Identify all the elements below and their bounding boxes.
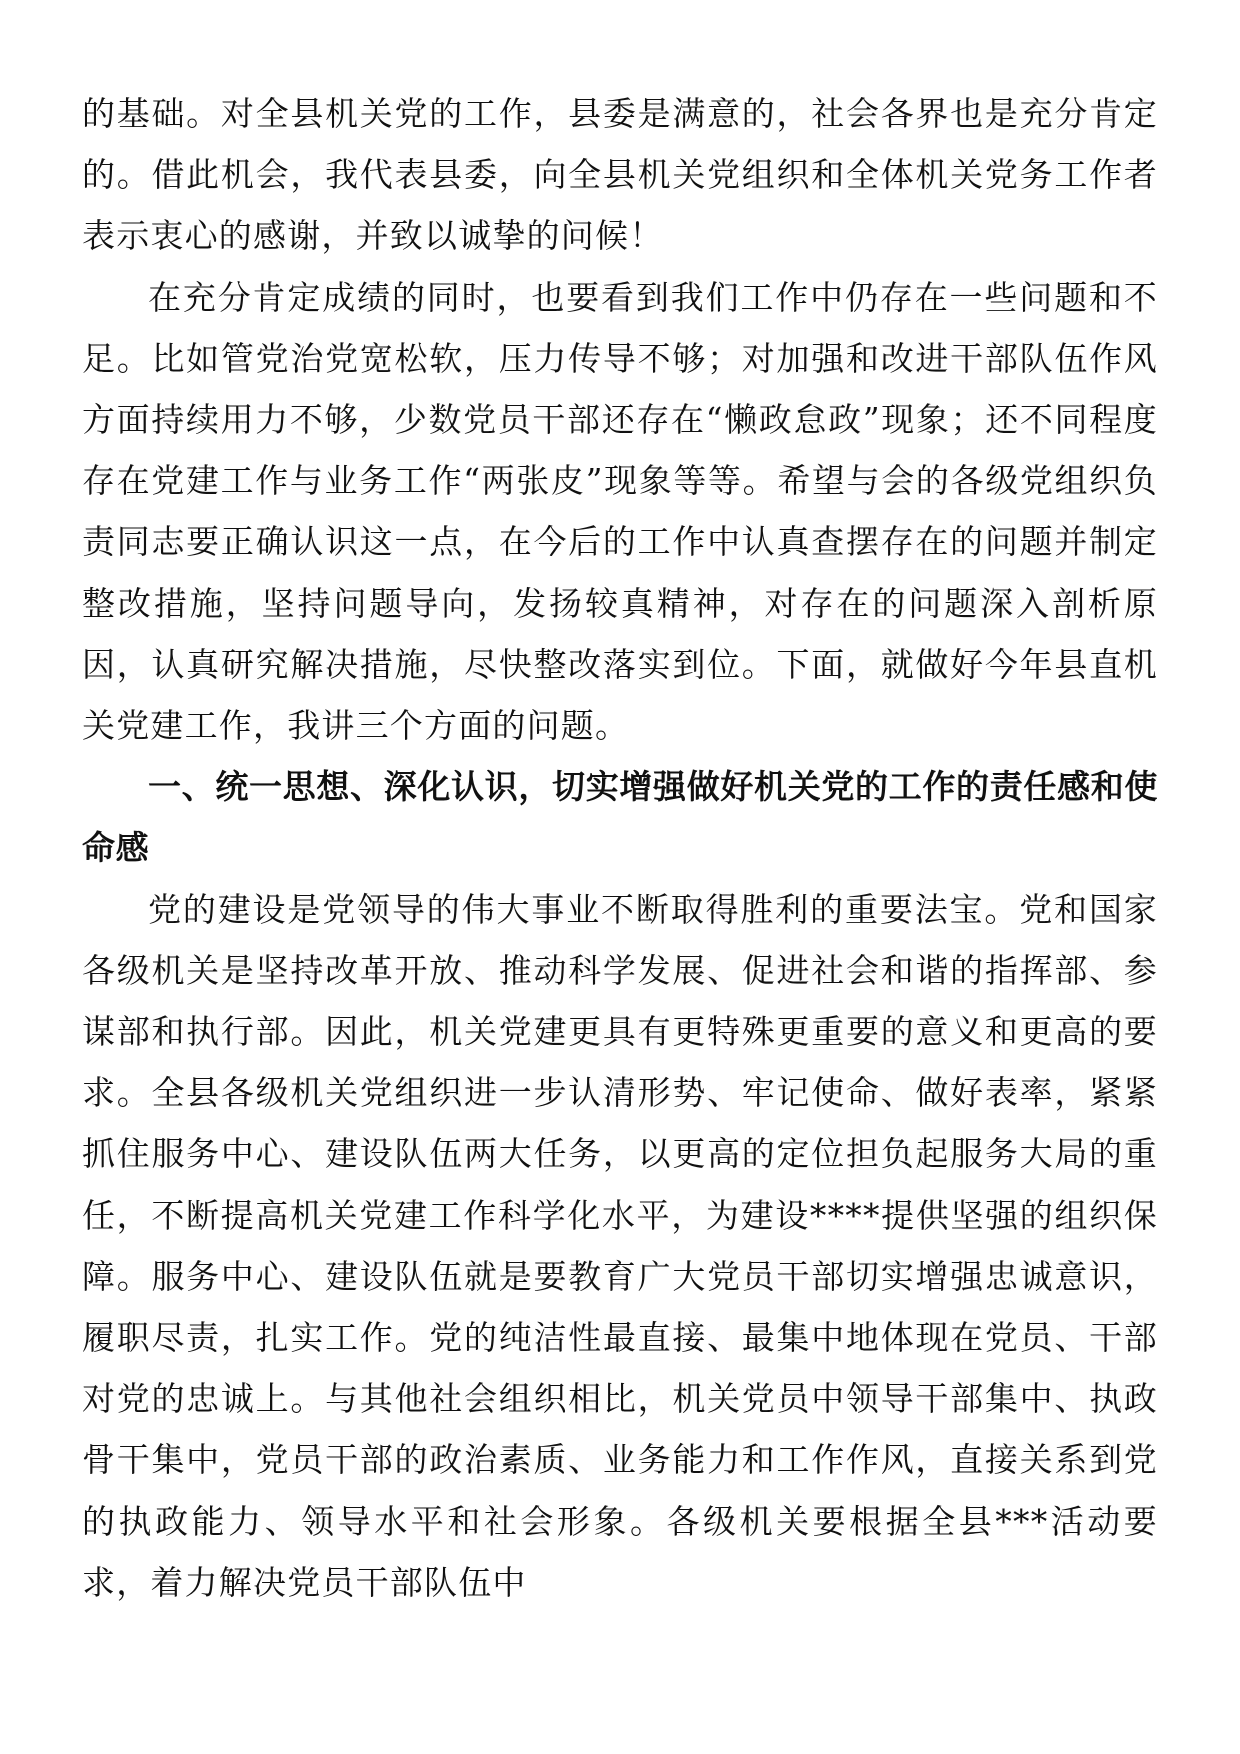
paragraph-continued-thanks: 的基础。对全县机关党的工作，县委是满意的，社会各界也是充分肯定的。借此机会，我代表县委，向全县机关党组织和全体机关党务工作者表示衷心的感谢，并致以诚挚的问候！ xyxy=(82,94,1158,256)
document-body xyxy=(82,83,1158,1613)
paragraph-party-building: 党的建设是党领导的伟大事业不断取得胜利的重要法宝。党和国家各级机关是坚持改革开放、推动科学发展、促进社会和谐的指挥部、参谋部和执行部。因此，机关党建更具有更特殊更重要的意义和更高的要求。全县各级机关党组织进一步认清形势、牢记使命、做好表率，紧紧抓住服务中心、建设队伍两大任务，以更高的定位担负起服务大局的重任，不断提高机关党建工作科学化水平，为建设****提供坚强的组织保障。服务中心、建设队伍就是要教育广大党员干部切实增强忠诚意识，履职尽责，扎实工作。党的纯洁性最直接、最集中地体现在党员、干部对党的忠诚上。与其他社会组织相比，机关党员中领导干部集中、执政骨干集中，党员干部的政治素质、业务能力和工作作风，直接关系到党的执政能力、领导水平和社会形象。各级机关要根据全县***活动要求，着力解决党员干部队伍中 xyxy=(82,889,1158,1602)
paragraph-problems: 在充分肯定成绩的同时，也要看到我们工作中仍存在一些问题和不足。比如管党治党宽松软，压力传导不够；对加强和改进干部队伍作风方面持续用力不够，少数党员干部还存在“懒政怠政”现象；还不同程度存在党建工作与业务工作“两张皮”现象等等。希望与会的各级党组织负责同志要正确认识这一点，在今后的工作中认真查摆存在的问题并制定整改措施，坚持问题导向，发扬较真精神，对存在的问题深入剖析原因，认真研究解决措施，尽快整改落实到位。下面，就做好今年县直机关党建工作，我讲三个方面的问题。 xyxy=(82,277,1158,746)
section-heading-1: 一、统一思想、深化认识，切实增强做好机关党的工作的责任感和使命感 xyxy=(82,767,1158,868)
